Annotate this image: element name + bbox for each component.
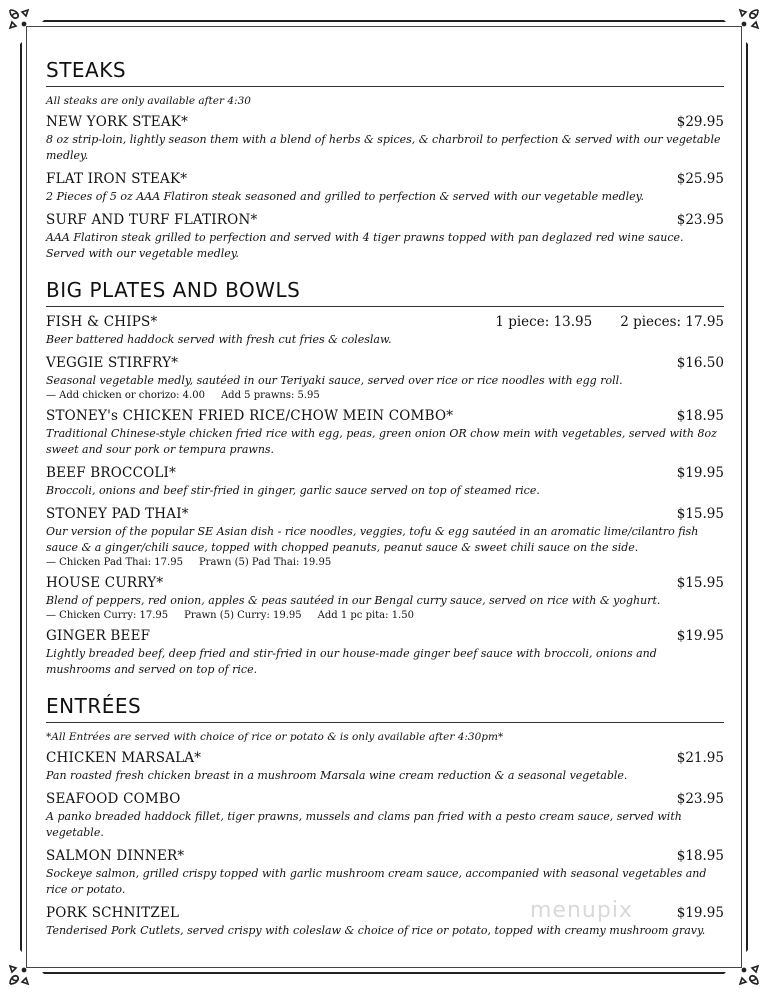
item-name: NEW YORK STEAK* [46,114,189,130]
item-name: BEEF BROCCOLI* [46,465,177,481]
menu-item [46,314,724,348]
menu-item [46,171,724,205]
menu-item [46,355,724,401]
corner-ornament-icon [6,6,40,40]
item-name: SURF AND TURF FLATIRON* [46,212,258,228]
menu-item [46,791,724,841]
item-name: SALMON DINNER* [46,848,185,864]
item-name: CHICKEN MARSALA* [46,750,202,766]
item-name: STONEY PAD THAI* [46,506,189,522]
corner-ornament-icon [6,954,40,988]
section-divider [46,86,724,87]
menu-item [46,212,724,262]
item-addons [46,610,724,621]
menu-item [46,628,724,678]
section-note: All steaks are only available after 4:30 [46,95,251,107]
item-price: $19.95 [676,628,724,644]
item-price-two-pieces: 2 pieces: 17.95 [620,314,724,330]
menu-item [46,750,724,784]
item-price: $23.95 [676,212,724,228]
item-description: Traditional Chinese-style chicken fried rice with egg, peas, green onion OR chow mein with vegetables, served with 8oz sweet and sour pork or tempura prawns. [46,427,717,456]
addon: Add 1 pc pita: 1.50 [317,610,414,621]
item-name: HOUSE CURRY* [46,575,164,591]
item-price: $18.95 [676,408,724,424]
item-description: Lightly breaded beef, deep fried and stir-fried in our house-made ginger beef sauce with broccoli, onions and mushrooms and served on top of rice. [46,647,657,676]
addon: — Chicken Pad Thai: 17.95 [46,557,183,568]
section-divider [46,306,724,307]
item-description: Blend of peppers, red onion, apples & peas sautéed in our Bengal curry sauce, served on rice with & yoghurt. [46,594,661,607]
item-price: $19.95 [676,465,724,481]
item-description: 8 oz strip-loin, lightly season them with a blend of herbs & spices, & charbroil to perfection & served with our vegetable medley. [46,133,721,162]
section-note: *All Entrées are served with choice of rice or potato & is only available after 4:30pm* [46,731,504,743]
item-description: Sockeye salmon, grilled crispy topped with garlic mushroom cream sauce, accompanied with seasonal vegetables and rice or potato. [46,867,707,896]
item-description: Beer battered haddock served with fresh cut fries & coleslaw. [46,333,392,346]
item-name: VEGGIE STIRFRY* [46,355,179,371]
corner-ornament-icon [728,6,762,40]
section-big-plates [46,278,724,678]
item-price: $18.95 [676,848,724,864]
item-name: PORK SCHNITZEL [46,905,180,921]
addon: — Chicken Curry: 17.95 [46,610,169,621]
addon: Prawn (5) Pad Thai: 19.95 [198,557,332,568]
menu-item [46,465,724,499]
section-steaks [46,58,724,262]
item-addons [46,557,724,568]
item-price: $25.95 [676,171,724,187]
item-description: Seasonal vegetable medly, sautéed in our Teriyaki sauce, served over rice or rice noodles with egg roll. [46,374,623,387]
menu-item [46,848,724,898]
item-name: FLAT IRON STEAK* [46,171,188,187]
item-price: $16.50 [676,355,724,371]
menu-item [46,408,724,458]
item-addons [46,390,724,401]
addon: Prawn (5) Curry: 19.95 [184,610,302,621]
section-divider [46,722,724,723]
item-description: 2 Pieces of 5 oz AAA Flatiron steak seasoned and grilled to perfection & served with our vegetable medley. [46,190,644,203]
addon: — Add chicken or chorizo: 4.00 [46,390,205,401]
watermark: menupix [530,898,633,923]
section-title: STEAKS [46,58,127,82]
section-title: BIG PLATES AND BOWLS [46,278,301,302]
item-name: FISH & CHIPS* [46,314,158,330]
menu-item [46,506,724,568]
menu-content [46,58,724,939]
item-description: Pan roasted fresh chicken breast in a mushroom Marsala wine cream reduction & a seasonal vegetable. [46,769,628,782]
item-description: AAA Flatiron steak grilled to perfection and served with 4 tiger prawns topped with pan deglazed red wine sauce. Served with our vegetable medley. [46,231,684,260]
menu-item [46,114,724,164]
item-price: $19.95 [676,905,724,921]
item-description: A panko breaded haddock fillet, tiger prawns, mussels and clams pan fried with a pesto cream sauce, served with vegetable. [46,810,682,839]
item-price: $15.95 [676,575,724,591]
addon: Add 5 prawns: 5.95 [220,390,320,401]
corner-ornament-icon [728,954,762,988]
item-price: $15.95 [676,506,724,522]
item-description: Our version of the popular SE Asian dish - rice noodles, veggies, tofu & egg sautéed in an aromatic lime/cilantro fish sauce & a ginger/chili sauce, topped with chopped peanuts, peanut sauce & sweet chili sauce on the side. [46,525,699,554]
item-price: $23.95 [676,791,724,807]
item-price-one-piece: 1 piece: 13.95 [495,314,593,330]
item-description: Tenderised Pork Cutlets, served crispy with coleslaw & choice of rice or potato, topped with creamy mushroom gravy. [46,924,706,937]
item-price: $29.95 [676,114,724,130]
menu-item [46,575,724,621]
item-name: STONEY's CHICKEN FRIED RICE/CHOW MEIN COMBO* [46,408,454,424]
item-name: SEAFOOD COMBO [46,791,181,807]
item-description: Broccoli, onions and beef stir-fried in ginger, garlic sauce served on top of steamed rice. [46,484,540,497]
item-price: $21.95 [676,750,724,766]
item-name: GINGER BEEF [46,628,151,644]
section-title: ENTRÉES [46,694,142,718]
